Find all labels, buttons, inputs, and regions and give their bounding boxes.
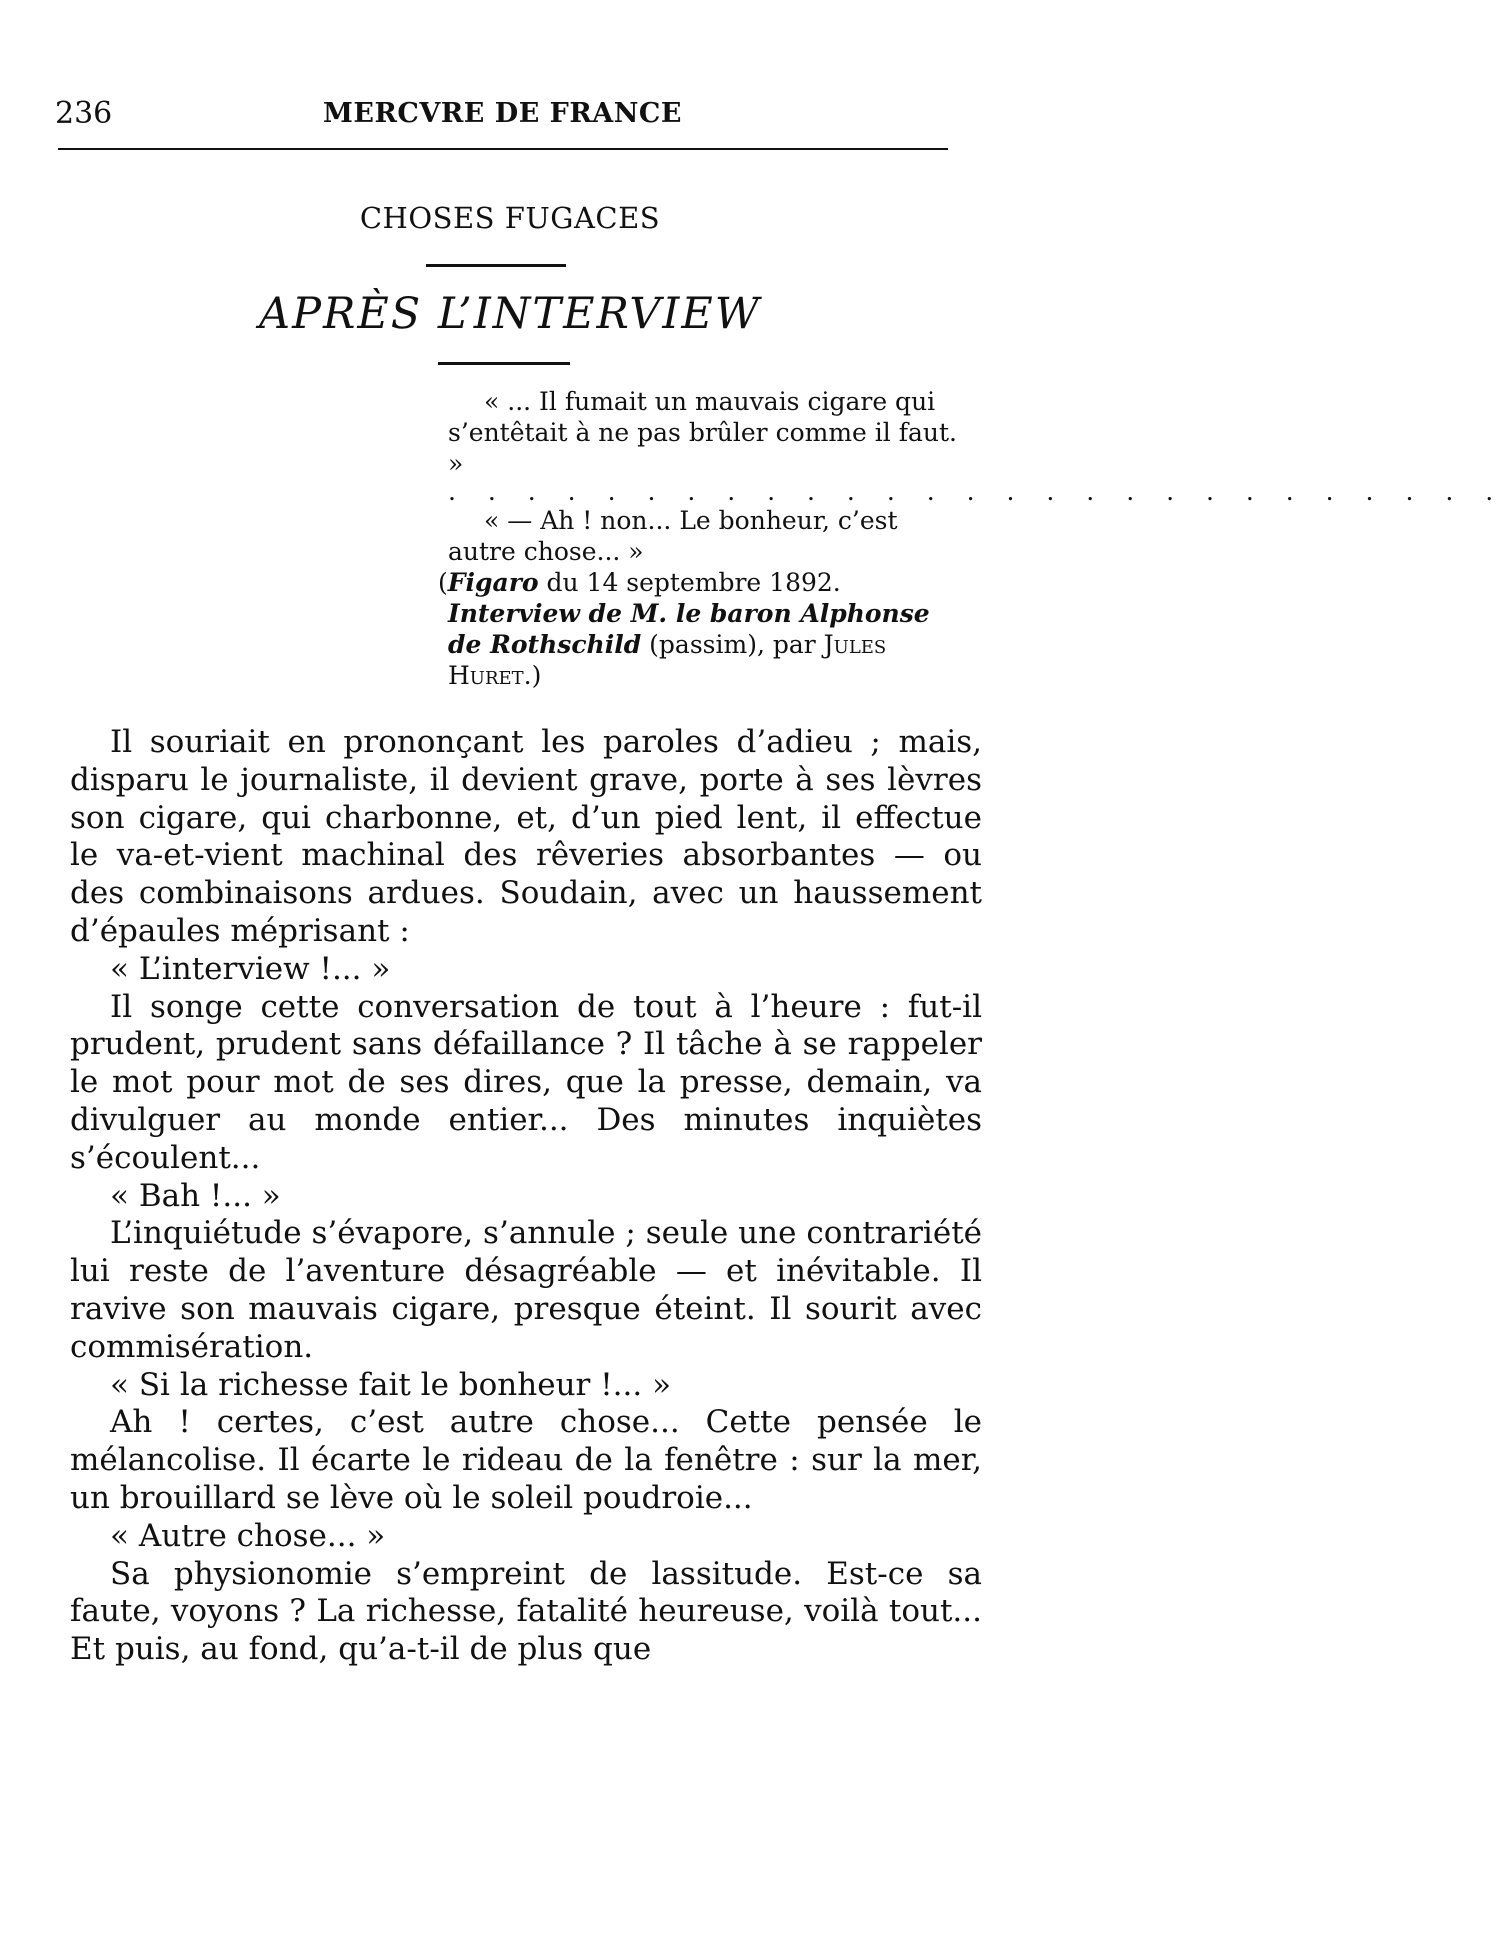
- citation-open: (: [438, 568, 448, 597]
- citation-interview: Interview de M. le baron Alphonse de Rothschild: [448, 599, 930, 659]
- epigraph-quote-2: « — Ah ! non... Le bonheur, c’est autre chose... »: [448, 506, 898, 566]
- paragraph: Ah ! certes, c’est autre chose... Cette pensée le mélancolise. Il écarte le rideau de la fenêtre : sur la mer, un brouillard se lève où le soleil poudroie...: [70, 1404, 982, 1516]
- citation-passim: (passim), par: [641, 630, 824, 659]
- citation-date: du 14 septembre 1892.: [538, 568, 841, 597]
- article-title: APRÈS L’INTERVIEW: [259, 289, 761, 339]
- paragraph: L’inquiétude s’évapore, s’annule ; seule une contrariété lui reste de l’aventure désagréable — et inévitable. Il ravive son mauvais cigare, presque éteint. Il sourit avec commisération.: [70, 1215, 982, 1365]
- title-rule-top: [426, 264, 566, 267]
- epigraph-ellipsis: . . . . . . . . . . . . . . . . . . . . . . . . . . .: [448, 477, 1505, 506]
- title-rule-bottom: [438, 362, 570, 365]
- paragraph: « Bah !... »: [110, 1177, 281, 1214]
- paragraph: Il souriait en prononçant les paroles d’adieu ; mais, disparu le journaliste, il devient grave, porte à ses lèvres son cigare, qui charbonne, et, d’un pied lent, il effectue le va-et-vient machinal des rêveries absorbantes — ou des combinaisons ardues. Soudain, avec un haussement d’épaules méprisant :: [70, 724, 982, 949]
- epigraph-quote-1: « ... Il fumait un mauvais cigare qui s’entêtait à ne pas brûler comme il faut. »: [448, 387, 957, 478]
- citation-source: Figaro: [447, 568, 539, 597]
- citation-close: .): [523, 661, 542, 690]
- section-title: CHOSES FUGACES: [359, 201, 661, 235]
- body-text: [70, 724, 982, 1669]
- journal-title: MERCVRE DE FRANCE: [323, 98, 682, 129]
- paragraph: « Autre chose... »: [110, 1517, 386, 1554]
- epigraph: [438, 386, 1505, 691]
- header-rule: [58, 148, 948, 150]
- citation-author: Jules Huret: [448, 630, 887, 690]
- epigraph-citation: [438, 567, 968, 691]
- paragraph: « Si la richesse fait le bonheur !... »: [110, 1366, 672, 1403]
- paragraph: Sa physionomie s’empreint de lassitude. Est-ce sa faute, voyons ? La richesse, fatalité heureuse, voilà tout... Et puis, au fond, qu’a-t-il de plus que: [70, 1555, 982, 1668]
- running-head: [55, 92, 950, 136]
- paragraph: « L’interview !... »: [110, 950, 391, 987]
- paragraph: Il songe cette conversation de tout à l’heure : fut-il prudent, prudent sans défaillance ? Il tâche à se rappeler le mot pour mot de ses dires, que la presse, demain, va divulguer au monde entier... Des minutes inquiètes s’écoulent...: [70, 988, 982, 1176]
- page-number: 236: [55, 96, 113, 131]
